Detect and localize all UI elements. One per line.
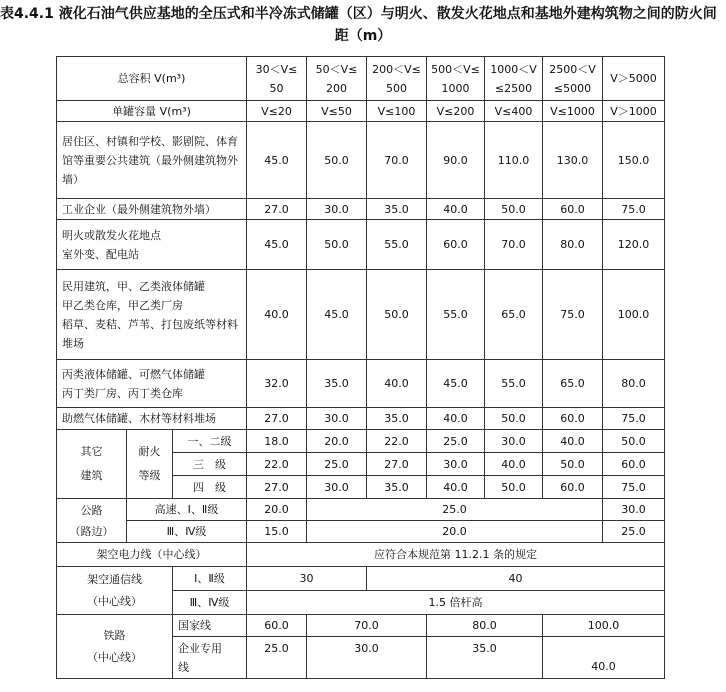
single-range: V≤200 — [427, 101, 485, 122]
road-grade-label: 高速、Ⅰ、Ⅱ级 — [127, 499, 247, 521]
total-range: 50＜V≤ 200 — [307, 57, 367, 101]
table-row — [57, 499, 665, 521]
cell-value: 40.0 — [543, 430, 603, 453]
cell-value: 27.0 — [247, 476, 307, 499]
cell-value: 25.0 — [307, 499, 603, 521]
cell-value: 40.0 — [543, 637, 665, 679]
cell-value: 80.0 — [603, 360, 665, 408]
grade-label: 四 级 — [173, 476, 247, 499]
row-label: 明火或散发火花地点 室外变、配电站 — [57, 220, 247, 270]
cell-value: 40.0 — [367, 360, 427, 408]
cell-value: 60.0 — [603, 453, 665, 476]
total-range: 2500＜V ≤5000 — [543, 57, 603, 101]
total-volume-label: 总容积 V(m³) — [57, 57, 247, 101]
cell-value: 35.0 — [367, 476, 427, 499]
cell-value: 40.0 — [247, 270, 307, 360]
single-range: V≤50 — [307, 101, 367, 122]
cell-value: 50.0 — [367, 270, 427, 360]
cell-value: 27.0 — [367, 453, 427, 476]
cell-value: 32.0 — [247, 360, 307, 408]
road-grade-label: Ⅲ、Ⅳ级 — [127, 521, 247, 543]
cell-value: 18.0 — [247, 430, 307, 453]
header-single-row — [57, 101, 665, 122]
row-label: 工业企业（最外侧建筑物外墙） — [57, 199, 247, 220]
cell-value: 20.0 — [307, 521, 603, 543]
railway-type-label: 企业专用 线 — [173, 637, 247, 679]
grade-label: 三 级 — [173, 453, 247, 476]
railway-label: 铁路 （中心线） — [57, 615, 173, 679]
single-range: V＞1000 — [603, 101, 665, 122]
comm-line-label: 架空通信线 （中心线） — [57, 567, 173, 615]
table-row — [57, 270, 665, 360]
cell-value: 25.0 — [603, 521, 665, 543]
total-range: 30＜V≤ 50 — [247, 57, 307, 101]
other-buildings-label: 其它 建筑 — [57, 430, 127, 499]
cell-value: 55.0 — [367, 220, 427, 270]
cell-value: 30.0 — [307, 637, 427, 679]
cell-value: 22.0 — [367, 430, 427, 453]
cell-value: 20.0 — [247, 499, 307, 521]
cell-value: 30.0 — [427, 453, 485, 476]
cell-value: 30 — [247, 567, 367, 591]
cell-value: 40.0 — [427, 476, 485, 499]
cell-value: 100.0 — [603, 270, 665, 360]
cell-value: 15.0 — [247, 521, 307, 543]
cell-value: 100.0 — [543, 615, 665, 637]
cell-value: 25.0 — [427, 430, 485, 453]
cell-value: 40 — [367, 567, 665, 591]
road-label: 公路 （路边） — [57, 499, 127, 543]
cell-value: 35.0 — [307, 360, 367, 408]
cell-value: 27.0 — [247, 408, 307, 430]
single-range: V≤20 — [247, 101, 307, 122]
cell-value: 65.0 — [543, 360, 603, 408]
power-line-value: 应符合本规范第 11.2.1 条的规定 — [247, 543, 665, 567]
fire-grade-label: 耐火 等级 — [127, 430, 173, 499]
cell-value: 27.0 — [247, 199, 307, 220]
single-volume-label: 单罐容量 V(m³) — [57, 101, 247, 122]
cell-value: 25.0 — [307, 453, 367, 476]
cell-value: 50.0 — [307, 220, 367, 270]
header-total-row — [57, 57, 665, 101]
grade-label: 一、二级 — [173, 430, 247, 453]
single-range: V≤100 — [367, 101, 427, 122]
comm-grade-label: Ⅰ、Ⅱ级 — [173, 567, 247, 591]
row-label: 丙类液体储罐、可燃气体储罐 丙丁类厂房、丙丁类仓库 — [57, 360, 247, 408]
table-row — [57, 430, 665, 453]
cell-value: 90.0 — [427, 122, 485, 199]
cell-value: 130.0 — [543, 122, 603, 199]
cell-value: 50.0 — [543, 453, 603, 476]
cell-value: 120.0 — [603, 220, 665, 270]
table-row — [57, 543, 665, 567]
cell-value: 55.0 — [427, 270, 485, 360]
cell-value: 80.0 — [427, 615, 543, 637]
cell-value: 110.0 — [485, 122, 543, 199]
cell-value: 60.0 — [543, 199, 603, 220]
cell-value: 35.0 — [367, 199, 427, 220]
total-range: 1000＜V ≤2500 — [485, 57, 543, 101]
cell-value: 150.0 — [603, 122, 665, 199]
cell-value: 50.0 — [485, 199, 543, 220]
table-row — [57, 521, 665, 543]
cell-value: 50.0 — [603, 430, 665, 453]
table-row — [57, 220, 665, 270]
cell-value: 45.0 — [247, 220, 307, 270]
table-title-line1: 表4.4.1 液化石油气供应基地的全压式和半冷冻式储罐（区）与明火、散发火花地点和基地外建构筑物之间的防火间 — [0, 6, 717, 22]
cell-value: 50.0 — [307, 122, 367, 199]
total-range: 200＜V≤ 500 — [367, 57, 427, 101]
cell-value: 75.0 — [603, 476, 665, 499]
cell-value: 65.0 — [485, 270, 543, 360]
cell-value: 45.0 — [307, 270, 367, 360]
table-row — [57, 567, 665, 591]
cell-value: 30.0 — [307, 476, 367, 499]
table-title-line2: 距（m） — [334, 28, 392, 44]
cell-value: 45.0 — [427, 360, 485, 408]
cell-value: 80.0 — [543, 220, 603, 270]
row-label: 助燃气体储罐、木材等材料堆场 — [57, 408, 247, 430]
cell-value: 60.0 — [427, 220, 485, 270]
table-row — [57, 199, 665, 220]
cell-value: 22.0 — [247, 453, 307, 476]
railway-type-label: 国家线 — [173, 615, 247, 637]
cell-value: 30.0 — [307, 199, 367, 220]
row-label: 居住区、村镇和学校、影剧院、体育馆等重要公共建筑（最外侧建筑物外墙） — [57, 122, 247, 199]
table-row — [57, 122, 665, 199]
cell-value: 45.0 — [247, 122, 307, 199]
cell-value: 70.0 — [367, 122, 427, 199]
cell-value: 75.0 — [543, 270, 603, 360]
cell-value: 1.5 倍杆高 — [247, 591, 665, 615]
cell-value: 35.0 — [367, 408, 427, 430]
total-range: 500＜V≤ 1000 — [427, 57, 485, 101]
cell-value: 50.0 — [485, 476, 543, 499]
cell-value: 30.0 — [603, 499, 665, 521]
cell-value: 70.0 — [485, 220, 543, 270]
cell-value: 70.0 — [307, 615, 427, 637]
cell-value: 40.0 — [427, 408, 485, 430]
single-range: V≤400 — [485, 101, 543, 122]
cell-value: 35.0 — [427, 637, 543, 679]
cell-value: 50.0 — [485, 408, 543, 430]
cell-value: 25.0 — [247, 637, 307, 679]
cell-value: 55.0 — [485, 360, 543, 408]
cell-value: 30.0 — [307, 408, 367, 430]
row-label: 民用建筑，甲、乙类液体储罐 甲乙类仓库，甲乙类厂房 稻草、麦秸、芦苇、打包废纸等材料堆场 — [57, 270, 247, 360]
cell-value: 20.0 — [307, 430, 367, 453]
cell-value: 75.0 — [603, 199, 665, 220]
table-row — [57, 408, 665, 430]
total-range: V＞5000 — [603, 57, 665, 101]
power-line-label: 架空电力线（中心线） — [57, 543, 247, 567]
table-row — [57, 360, 665, 408]
comm-grade-label: Ⅲ、Ⅳ级 — [173, 591, 247, 615]
cell-value: 30.0 — [485, 430, 543, 453]
cell-value: 40.0 — [427, 199, 485, 220]
cell-value: 40.0 — [485, 453, 543, 476]
cell-value: 60.0 — [543, 408, 603, 430]
table-row — [57, 615, 665, 637]
single-range: V≤1000 — [543, 101, 603, 122]
fire-distance-table — [56, 56, 665, 679]
cell-value: 60.0 — [543, 476, 603, 499]
cell-value: 75.0 — [603, 408, 665, 430]
cell-value: 60.0 — [247, 615, 307, 637]
